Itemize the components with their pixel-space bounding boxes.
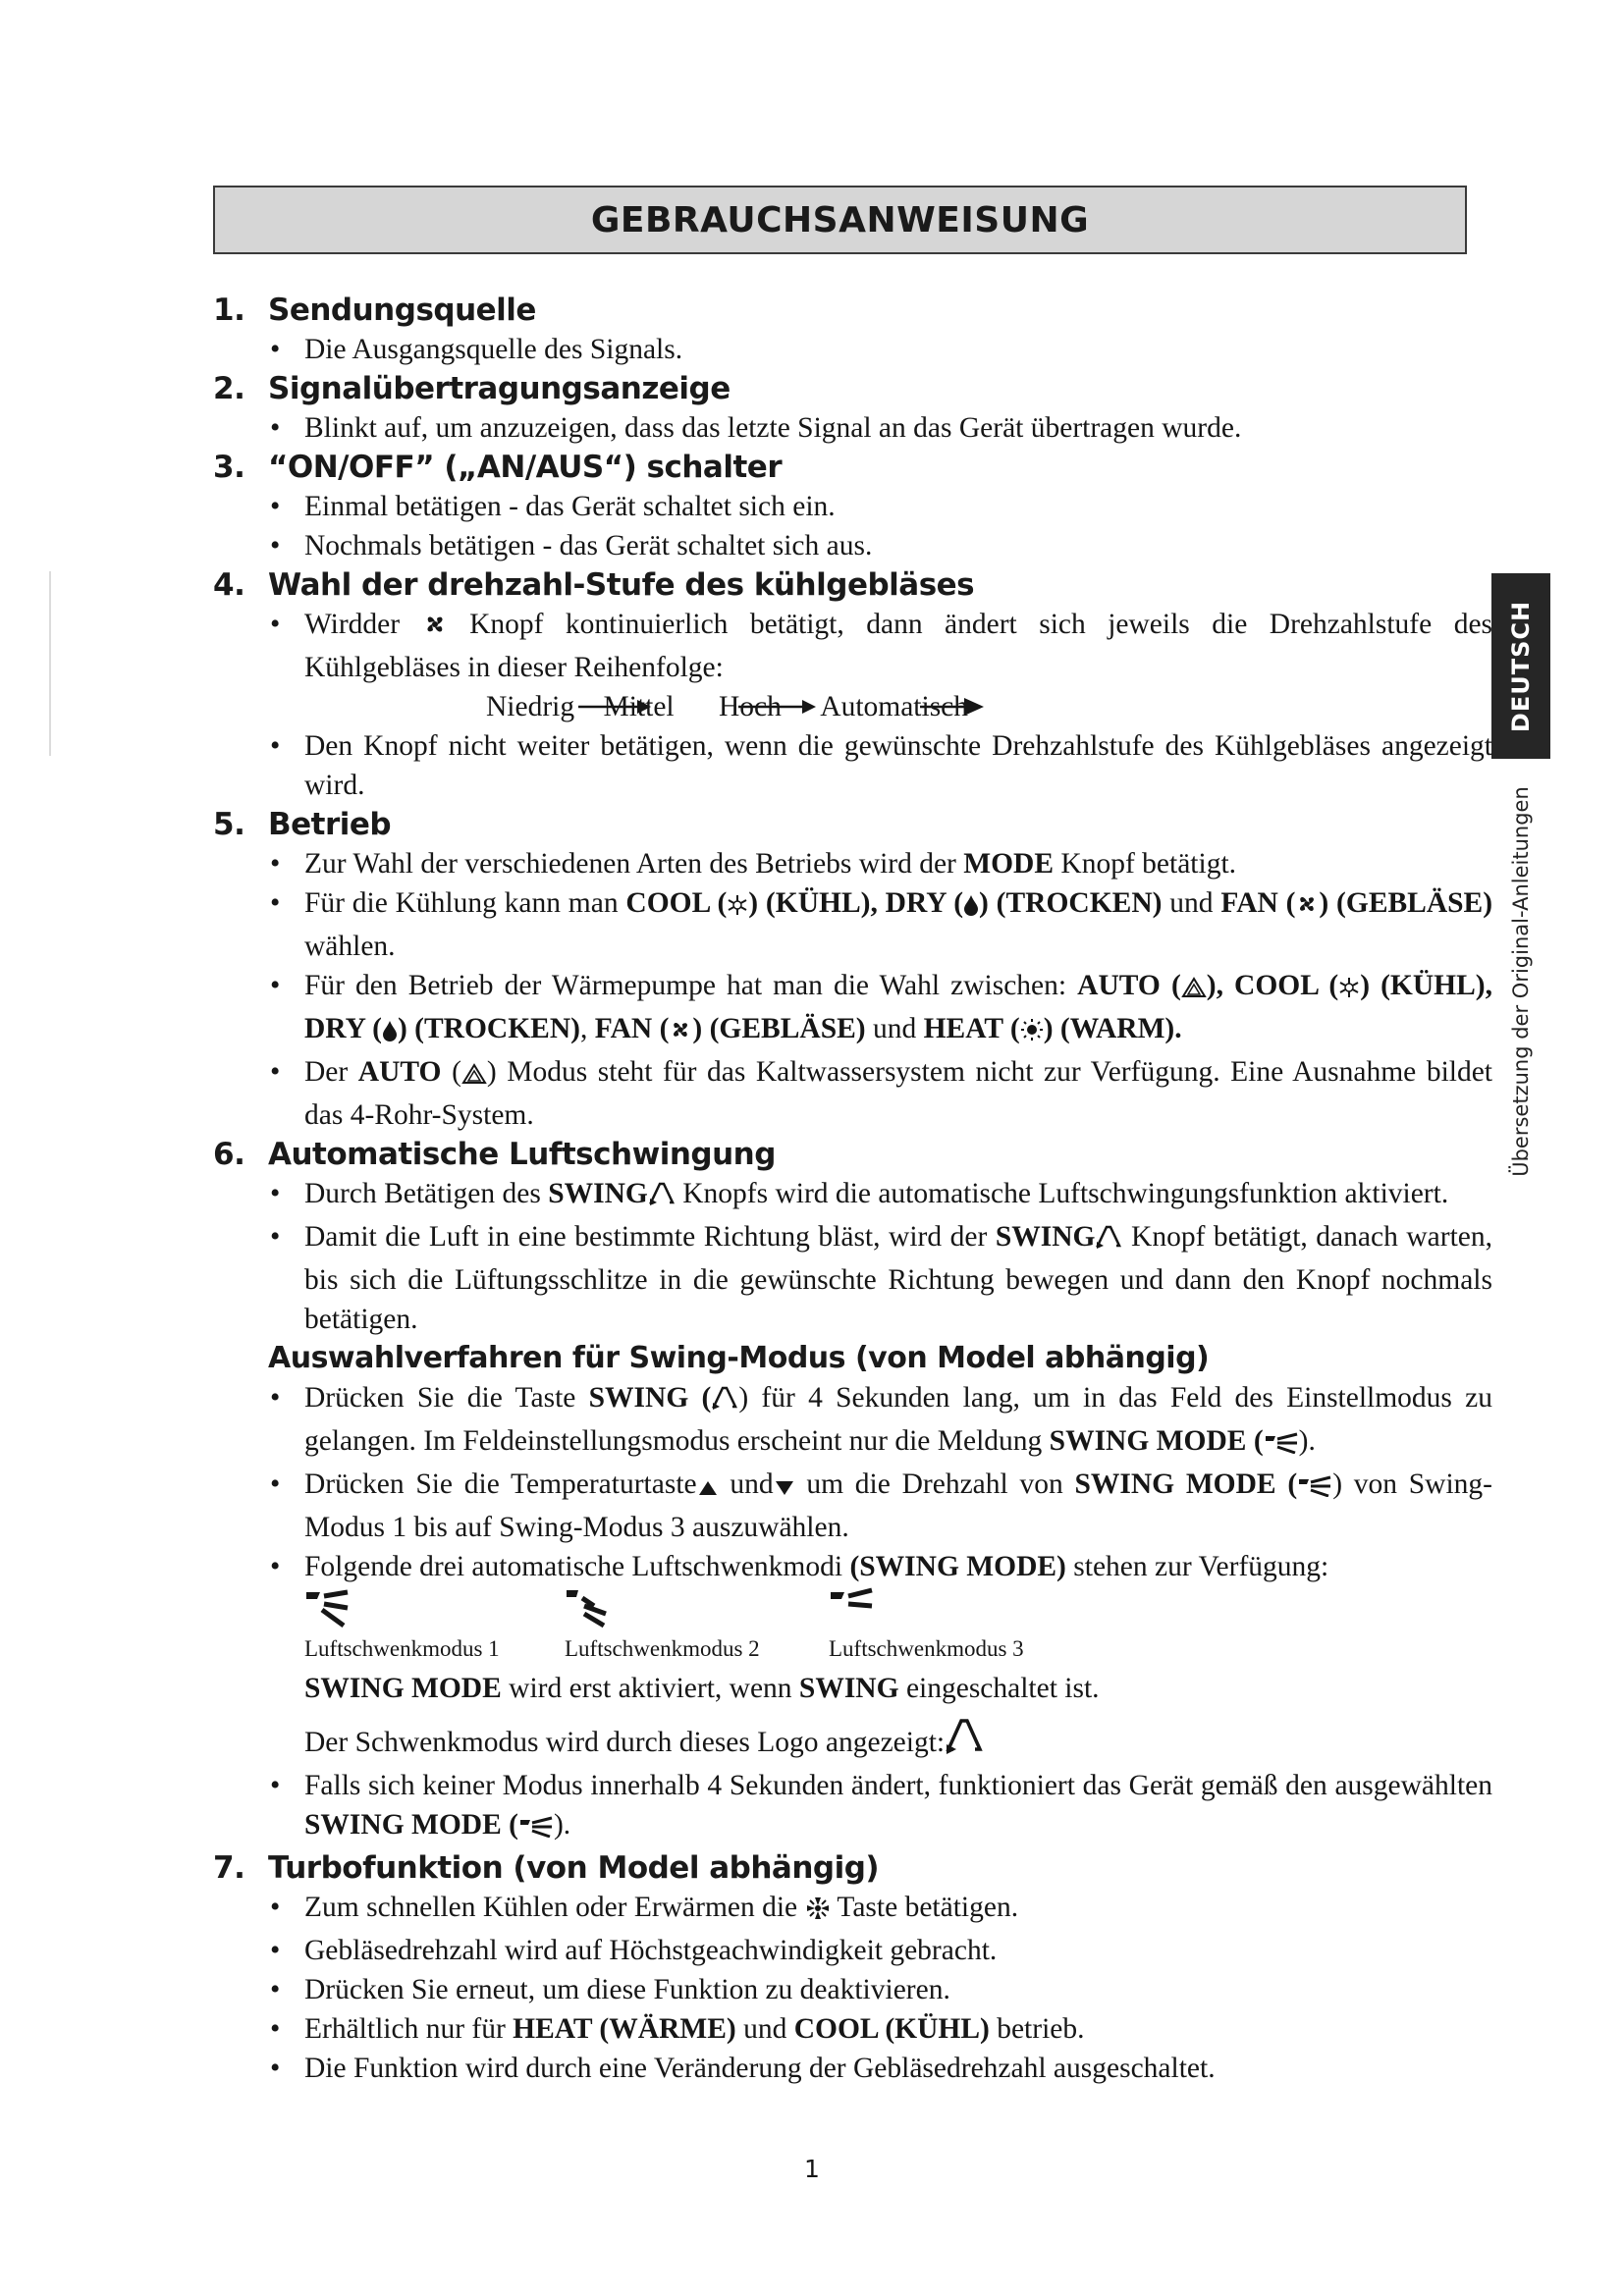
list-item: • Wirdder Knopf kontinuierlich betätigt, dann ändert sich jeweils die Drehzahlstufe des Kühlgebläses in dieser Reihenfolge:: [213, 605, 1492, 687]
swing-mode-subheading: Auswahlverfahren für Swing-Modus (von Model abhängig): [268, 1341, 1210, 1375]
language-tab: [1491, 573, 1550, 759]
list-item: • Drücken Sie die Temperaturtaste und um die Drehzahl von SWING MODE ( ) von Swing-Modus 1 bis auf Swing-Modus 3 auszuwählen.: [213, 1465, 1492, 1547]
section-4-heading: 4. Wahl der drehzahl-Stufe des kühlgebläses: [213, 567, 975, 603]
list-item: • Nochmals betätigen - das Gerät schaltet sich aus.: [213, 526, 1492, 565]
list-item: • Die Funktion wird durch eine Veränderung der Gebläsedrehzahl ausgeschaltet.: [213, 2049, 1492, 2088]
margin-line: [49, 571, 51, 756]
swing-mode-3-icon: [829, 1586, 1045, 1635]
list-item: • Durch Betätigen des SWING Knopfs wird die automatische Luftschwingungsfunktion aktiviert.: [213, 1174, 1492, 1217]
temperature-up-icon: [697, 1468, 719, 1508]
swing-mode-icon: [1264, 1425, 1299, 1465]
list-item: • Drücken Sie die Taste SWING ( ) für 4 Sekunden lang, um in das Feld des Einstellmodus zu gelangen. Im Feldeinstellungsmodus erscheint nur die Meldung SWING MODE ( ).: [213, 1378, 1492, 1465]
list-item: • Gebläsedrehzahl wird auf Höchstgeachwindigkeit gebracht.: [213, 1931, 1492, 1970]
section-3-heading: 3. “ON/OFF” („AN/AUS“) schalter: [213, 450, 783, 485]
fan-icon: [422, 609, 448, 648]
swing-note: SWING MODE wird erst aktiviert, wenn SWING eingeschaltet ist.: [304, 1673, 1100, 1704]
swing-mode-list-2: [213, 1766, 1492, 1848]
swing-icon: [1095, 1221, 1122, 1260]
cool-icon: [727, 887, 748, 927]
section-7-list: [213, 1888, 1489, 2088]
auto-icon: [1181, 970, 1207, 1009]
section-7-heading: 7. Turbofunktion (von Model abhängig): [213, 1850, 880, 1886]
page-number: 1: [804, 2155, 820, 2183]
section-2-heading: 2. Signalübertragungsanzeige: [213, 371, 731, 406]
language-tab-label: DEUTSCH: [1507, 600, 1536, 732]
list-item: • Einmal betätigen - das Gerät schaltet sich ein.: [213, 487, 1492, 526]
speed-medium: Mittel: [603, 691, 675, 722]
swing-mode-list: [213, 1378, 1492, 1586]
swing-mode-1: Luftschwenkmodus 1: [304, 1586, 520, 1663]
section-1-list: [213, 330, 1489, 369]
list-item: • Der AUTO ( ) Modus steht für das Kaltwassersystem nicht zur Verfügung. Eine Ausnahme bildet das 4-Rohr-System.: [213, 1052, 1492, 1135]
auto-icon: [461, 1056, 487, 1095]
list-item: • Falls sich keiner Modus innerhalb 4 Sekunden ändert, funktioniert das Gerät gemäß den ausgewählten SWING MODE ( ).: [213, 1766, 1492, 1848]
dry-icon: [382, 1013, 398, 1052]
swing-mode-icon: [518, 1809, 554, 1848]
swing-mode-1-icon: [304, 1586, 520, 1635]
swing-logo-note: Der Schwenkmodus wird durch dieses Logo angezeigt:: [213, 1716, 1489, 1766]
swing-mode-2: Luftschwenkmodus 2: [565, 1586, 781, 1663]
list-item: • Erhältlich nur für HEAT (WÄRME) und COOL (KÜHL) betrieb.: [213, 2009, 1492, 2049]
list-item: • Blinkt auf, um anzuzeigen, dass das letzte Signal an das Gerät übertragen wurde.: [213, 408, 1492, 448]
list-item: • Für die Kühlung kann man COOL ( ) (KÜHL), DRY ( ) (TROCKEN) und FAN ( ) (GEBLÄSE) wählen.: [213, 883, 1492, 966]
section-6-list: [213, 1174, 1492, 1339]
section-5-list: [213, 844, 1493, 1135]
list-item: • Folgende drei automatische Luftschwenkmodi (SWING MODE) stehen zur Verfügung:: [213, 1547, 1492, 1586]
list-item: • Drücken Sie erneut, um diese Funktion zu deaktivieren.: [213, 1970, 1492, 2009]
swing-mode-2-icon: [565, 1586, 781, 1635]
section-1-heading: 1. Sendungsquelle: [213, 293, 536, 328]
temperature-down-icon: [774, 1468, 795, 1508]
section-2-list: [213, 408, 1489, 448]
cool-icon: [1338, 970, 1360, 1009]
instructions: [213, 291, 1493, 2088]
section-4-list-2: [213, 726, 1492, 805]
side-caption-text: Übersetzung der Original-Anleitungen: [1509, 786, 1533, 1177]
swing-modes: [213, 1586, 1489, 1669]
section-6-heading: 6. Automatische Luftschwingung: [213, 1137, 776, 1172]
speed-auto: Automatisch: [820, 691, 969, 722]
list-item: • Den Knopf nicht weiter betätigen, wenn die gewünschte Drehzahlstufe des Kühlgebläses angezeigt wird.: [213, 726, 1492, 805]
list-item: • Zum schnellen Kühlen oder Erwärmen die Taste betätigen.: [213, 1888, 1492, 1931]
list-item: • Damit die Luft in eine bestimmte Richtung bläst, wird der SWING Knopf betätigt, danach warten, bis sich die Lüftungsschlitze in die gewünschte Richtung bewegen und dann den Knopf nochmals betätigen.: [213, 1217, 1492, 1339]
swing-icon: [711, 1382, 738, 1421]
speed-low: Niedrig: [486, 691, 575, 722]
page-title: GEBRAUCHSANWEISUNG: [213, 186, 1467, 254]
list-item: • Die Ausgangsquelle des Signals.: [213, 330, 1492, 369]
speed-high: Hoch: [718, 691, 782, 722]
fan-icon: [1295, 887, 1319, 927]
list-item: • Zur Wahl der verschiedenen Arten des Betriebs wird der MODE Knopf betätigt.: [213, 844, 1492, 883]
swing-mode-3: Luftschwenkmodus 3: [829, 1586, 1045, 1663]
heat-icon: [1020, 1013, 1044, 1052]
swing-mode-icon: [1297, 1468, 1332, 1508]
swing-icon: [648, 1178, 676, 1217]
dry-icon: [963, 887, 979, 927]
swing-logo-icon: [945, 1716, 984, 1766]
fan-speed-sequence: [213, 687, 1489, 726]
fan-icon: [669, 1013, 692, 1052]
section-4-list: [213, 605, 1493, 687]
section-3-list: [213, 487, 1489, 565]
section-5-heading: 5. Betrieb: [213, 807, 392, 842]
list-item: • Für den Betrieb der Wärmepumpe hat man die Wahl zwischen: AUTO ( ), COOL ( ) (KÜHL), DRY ( ) (TROCKEN), FAN ( ) (GEBLÄSE) und HEAT ( ) (WARM).: [213, 966, 1492, 1052]
turbo-icon: [805, 1892, 831, 1931]
